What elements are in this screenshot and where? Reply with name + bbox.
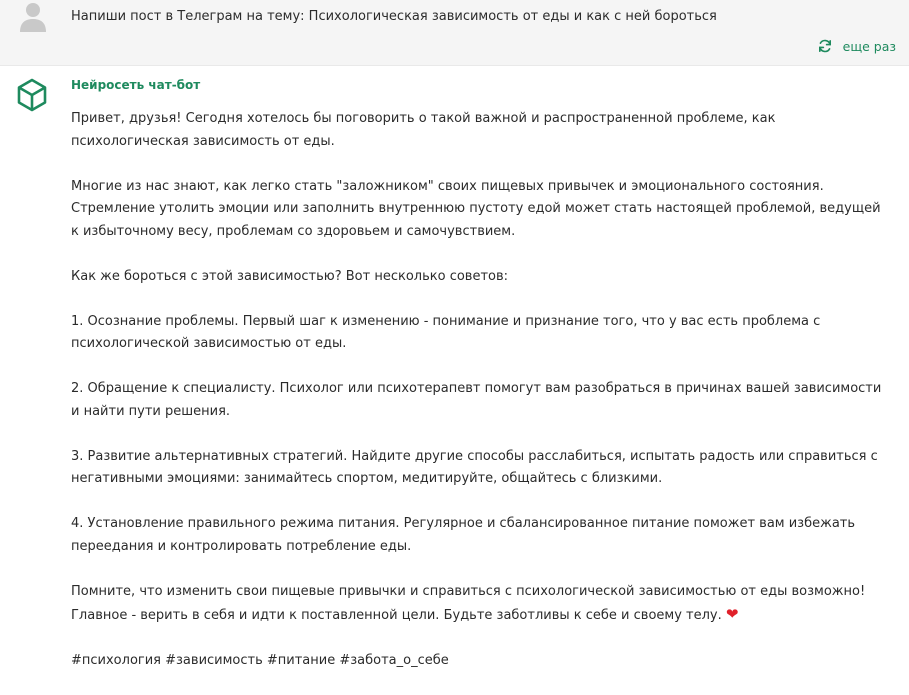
heart-icon: ❤ xyxy=(725,605,739,623)
user-prompt-text: Напиши пост в Телеграм на тему: Психологическая зависимость от еды и как с ней бороться xyxy=(71,9,717,24)
paragraph: 2. Обращение к специалисту. Психолог или психотерапевт помогут вам разобраться в причинах вашей зависимости и найти пути решения. xyxy=(71,381,882,419)
bot-cube-icon xyxy=(16,78,48,112)
refresh-icon xyxy=(817,38,833,54)
bot-message xyxy=(0,66,909,677)
regenerate-label: еще раз xyxy=(842,38,896,54)
regenerate-button[interactable] xyxy=(817,38,896,54)
closing-paragraph xyxy=(71,581,886,628)
bot-response xyxy=(71,108,886,695)
paragraph: 1. Осознание проблемы. Первый шаг к изменению - понимание и признание того, что у вас есть проблема с психологической зависимостью от еды. xyxy=(71,313,821,351)
hashtags: #психология #зависимость #питание #забота_о_себе xyxy=(71,653,449,668)
paragraph: Привет, друзья! Сегодня хотелось бы поговорить о такой важной и распространенной проблеме, как психологическая зависимость от еды. xyxy=(71,111,776,149)
paragraph: Как же бороться с этой зависимостью? Вот несколько советов: xyxy=(71,268,509,284)
paragraph: 3. Развитие альтернативных стратегий. Найдите другие способы расслабиться, испытать радость или справиться с негативными эмоциями: занимайтесь спортом, медитируйте, общайтесь с близкими. xyxy=(71,448,878,486)
paragraph-text: Помните, что изменить свои пищевые привычки и справиться с психологической зависимостью от еды возможно! Главное - верить в себя и идти к поставленной цели. Будьте заботливы к себе и своему телу. xyxy=(71,583,866,623)
user-message xyxy=(0,0,909,66)
bot-name: Нейросеть чат-бот xyxy=(71,78,201,92)
user-avatar-icon xyxy=(18,2,48,32)
paragraph: 4. Установление правильного режима питания. Регулярное и сбалансированное питание поможет вам избежать переедания и контролировать потребление еды. xyxy=(71,516,856,554)
paragraph: Многие из нас знают, как легко стать "заложником" своих пищевых привычек и эмоционального состояния. Стремление утолить эмоции или заполнить внутреннюю пустоту едой может стать настоящей проблемой, ведущей к избыточному весу, проблемам со здоровьем и самочувствием. xyxy=(71,178,881,239)
